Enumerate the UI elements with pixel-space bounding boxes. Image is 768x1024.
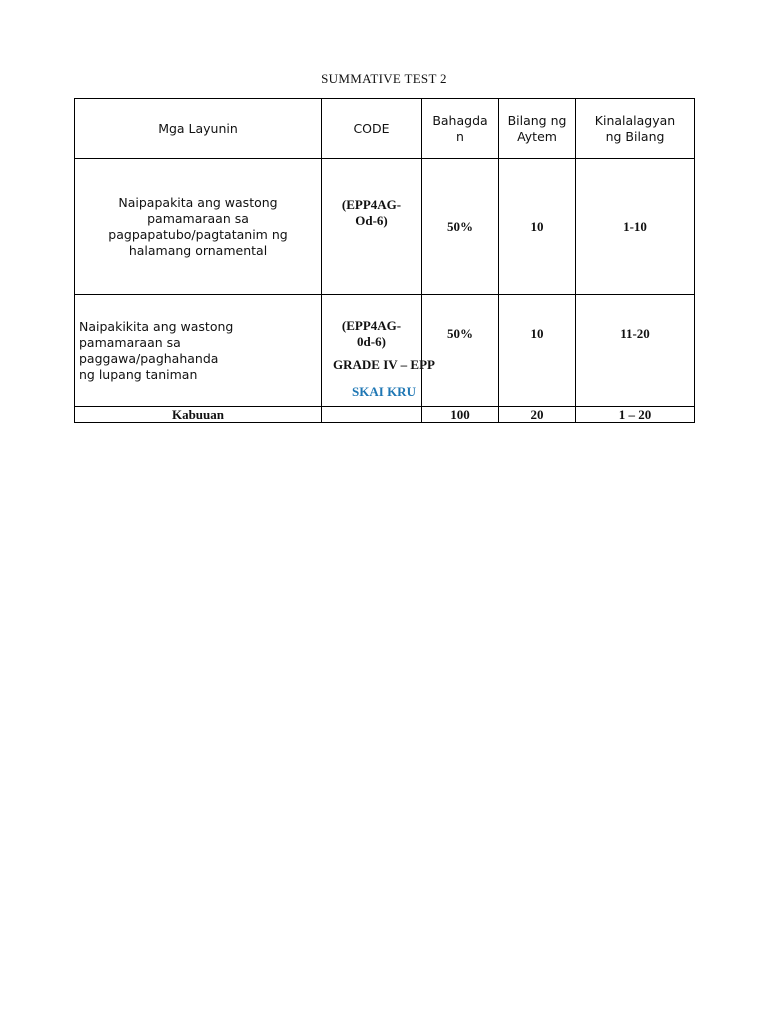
header-kinalalagyan: [576, 99, 695, 159]
layunin-line: ng lupang taniman: [79, 366, 198, 382]
bahagdan-cell: 50%: [422, 295, 499, 407]
layunin-line: Naipakikita ang wastong: [79, 318, 234, 334]
header-code: CODE: [322, 99, 422, 159]
layunin-line: pagpapatubo/pagtatanim ng: [108, 226, 288, 242]
bahagdan-cell: 50%: [422, 159, 499, 295]
header-bahagdan: [422, 99, 499, 159]
grade-subject-label: GRADE IV – EPP: [333, 357, 435, 372]
header-layunin: Mga Layunin: [75, 99, 322, 159]
total-bilang: 20: [499, 407, 576, 423]
table-header-row: [75, 99, 695, 159]
bilang-cell: 10: [499, 295, 576, 407]
author-label: SKAI KRU: [352, 384, 416, 399]
header-bilang-line-1: Bilang ng: [507, 112, 567, 128]
layunin-cell: [75, 159, 322, 295]
bilang-cell: 10: [499, 159, 576, 295]
code-line: Od-6): [355, 213, 388, 228]
code-line: (EPP4AG-: [341, 318, 402, 333]
code-line: 0d-6): [357, 334, 386, 349]
total-bahagdan: 100: [422, 407, 499, 423]
total-kinalalagyan: 1 – 20: [576, 407, 695, 423]
layunin-line: pamamaraan sa: [147, 210, 249, 226]
layunin-line: Naipapakita ang wastong: [118, 194, 278, 210]
header-bilang-line-2: Aytem: [517, 128, 557, 144]
header-kinalalagyan-line-1: Kinalalagyan: [594, 112, 676, 128]
document-title: SUMMATIVE TEST 2: [321, 71, 447, 86]
total-code: [322, 407, 422, 423]
layunin-line: halamang ornamental: [128, 242, 268, 258]
kinalalagyan-cell: 1-10: [576, 159, 695, 295]
kinalalagyan-cell: 11-20: [576, 295, 695, 407]
code-cell: [322, 159, 422, 295]
header-bilang: [499, 99, 576, 159]
table-total-row: [75, 407, 695, 423]
layunin-line: pamamaraan sa paggawa/paghahanda: [79, 334, 219, 366]
header-bahagdan-line-2: n: [456, 128, 464, 144]
total-label: Kabuuan: [75, 407, 322, 423]
table-row: [75, 159, 695, 295]
code-line: (EPP4AG-: [341, 197, 402, 212]
specification-table: [74, 98, 695, 423]
header-kinalalagyan-line-2: ng Bilang: [605, 128, 665, 144]
header-bahagdan-line-1: Bahagda: [432, 112, 488, 128]
